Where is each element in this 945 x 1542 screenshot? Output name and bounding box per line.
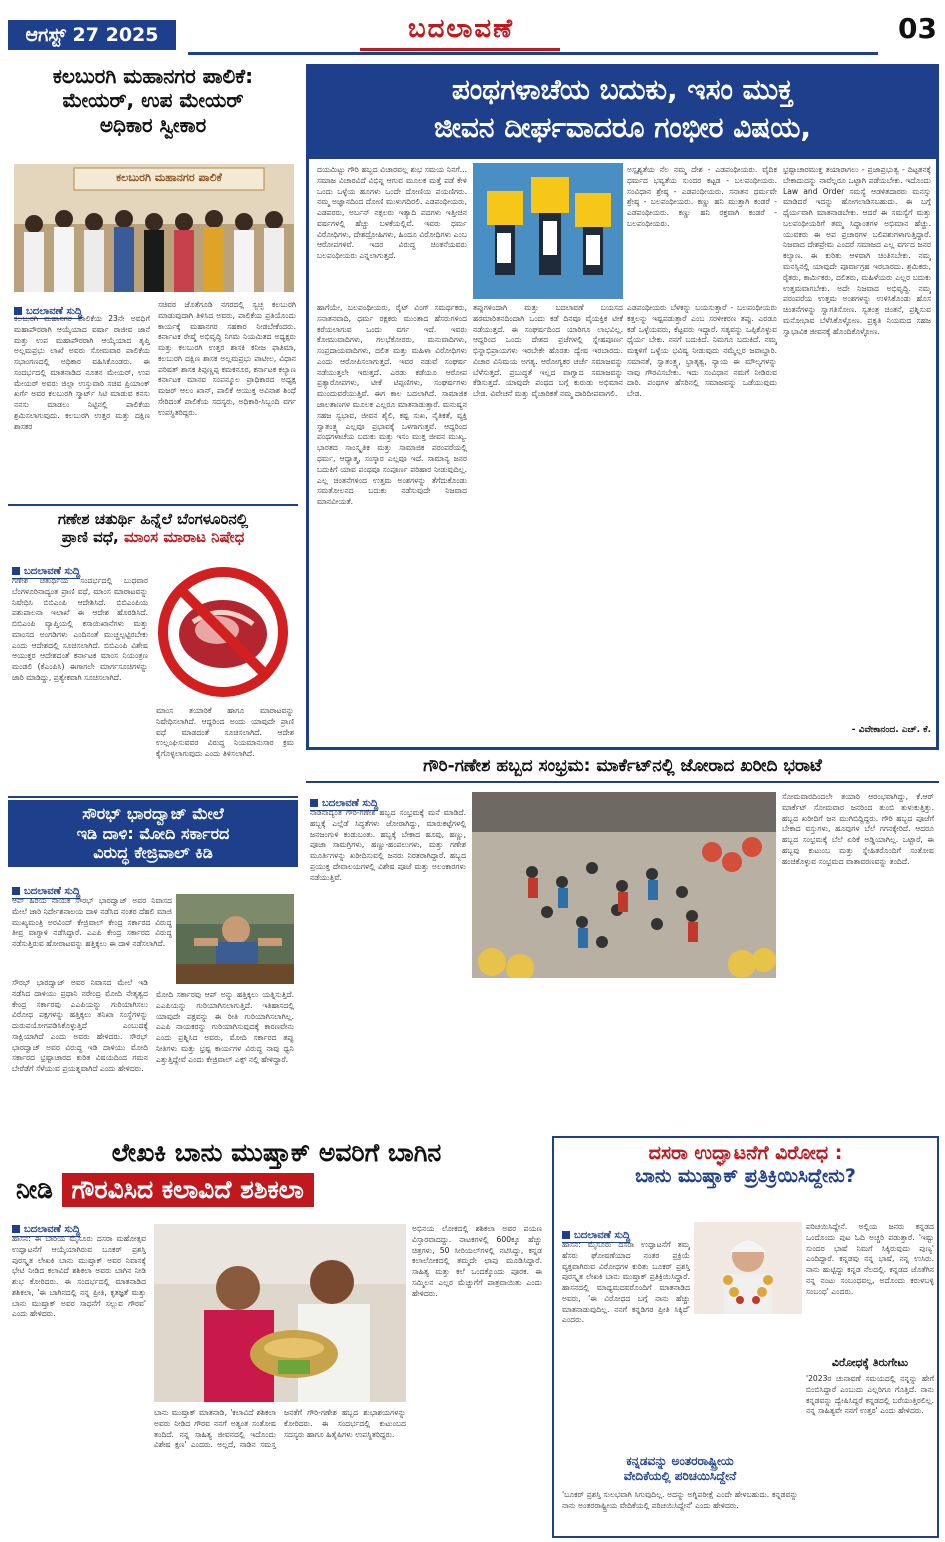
article-kalaburagi [8,64,298,504]
no-meat-icon [153,562,293,702]
article-column: ಅಸ್ಪೃಶ್ಯತೆಯ ನೆಲ ನಮ್ಮ ದೇಶ - ಎಡಪಂಥೀಯರು. ವೈದಿಕ ಧರ್ಮದ ಭವ್ಯತೆಯ ಸುಂದರ ಕಟ್ಟಡ - ಬಲಪಂಥೀಯರು. ಸಂವಿಧಾನ ಶ್ರೇಷ್ಠ - ಎಡಪಂಥೀಯರು. ಸನಾತನ ಧರ್ಮವೇ ಶ್ರೇಷ್ಠ - ಬಲಪಂಥೀಯರು. ಕಣ್ಣು ಹನಿ ಮುತ್ತಾಗಿ ಕಂಡರೆ - ಎಡಪಂಥೀಯರು. ಕಣ್ಣು ಹನಿ ರಕ್ತವಾಗಿ ಕಂಡರೆ - ಬಲಪಂಥೀಯರು. [627,165,777,228]
headline-highlight: ಗೌರವಿಸಿದ ಕಲಾವಿದೆ ಶಶಿಕಲಾ [62,1173,314,1208]
article-column: ಅಭಿನಯ ಲೋಕದಲ್ಲಿ ಶಶಿಕಲಾ ಅವರ ಪಯಣ ವಿಸ್ತಾರವಾದದ್ದು. ನಾಟಕಗಳಲ್ಲಿ 600ಕ್ಕೂ ಹೆಚ್ಚು ಚಿತ್ರಗಳು, 50 ಸೀರಿಯಲ್‌ಗಳಲ್ಲಿ ನಟಿಸಿದ್ದು, ಕನ್ನಡ ಕಲಾಲೋಕದಲ್ಲಿ ತಮ್ಮದೇ ಛಾಪು ಮೂಡಿಸಿದ್ದಾರೆ. ಸಾಹಿತ್ಯ ಮತ್ತು ಕಲೆ ಒಂದಕ್ಕೊಂದು ಪೂರಕ. ಈ ಸಮ್ಮಿಲನ ಎಲ್ಲರ ಮೆಚ್ಚುಗೆಗೆ ಪಾತ್ರವಾಯಿತು ಎಂದು ಹೇಳಿದರು. [412,1224,542,1298]
headline-line: ಗಣೇಶ ಚತುರ್ಥಿ ಹಿನ್ನೆಲೆ ಬೆಂಗಳೂರಿನಲ್ಲಿ [57,510,249,528]
feature-illustration [473,163,623,299]
headline-line: ಜೀವನ ದೀರ್ಘವಾದರೂ ಗಂಭೀರ ವಿಷಯ, [434,111,811,144]
headline-line: ಕಲಬುರಗಿ ಮಹಾನಗರ ಪಾಲಿಕೆ: [52,64,254,88]
byline-text: ಬದಲಾವಣೆ ಸುದ್ದಿ [24,1223,81,1235]
article-column: ತಪ್ಪುಗಳಿಂದಾಗಿ ಮತ್ತು ಬದಲಾವಣೆ ಬಯಸದ ಹಠಮಾರಿತನದಿಂದಾಗಿ ಒಂದು ಕಡೆ ದಿನವೂ ವೈಯಕ್ತಿಕ ಟೀಕೆ ನಡೆಯುತ್ತದೆ. ಈ ಸಂಘರ್ಷದಿಂದ ಯಾರಿಗೂ ಲಾಭವಿಲ್ಲ. ಆದ್ದರಿಂದ ಒಂದು ದೇಶದ ಪ್ರಜೆಗಳಲ್ಲಿ ಸ್ನೇಹಪೂರ್ಣ ಭಿನ್ನಾಭಿಪ್ರಾಯಗಳು ಇರಬೇಕೇ ಹೊರತು ದ್ವೇಷ ಇರಬಾರದು. ವಿಚಾರ ವಿನಿಮಯ ಅಗತ್ಯ. ಆರೋಗ್ಯಕರ ಚರ್ಚೆ ಸಮಾಜವನ್ನು ಬೆಳೆಸುತ್ತದೆ. ಪ್ರಬುದ್ಧತೆ ಇಲ್ಲದ ವಾಗ್ವಾದ ಸಮಾಜವನ್ನು ಕೆಡಿಸುತ್ತದೆ. ಯಾವುದೇ ಪಂಥದ ಬಗ್ಗೆ ಕುರುಡು ಅಭಿಮಾನ ಬೇಡ. ವಿವೇಚನೆ ಮತ್ತು ವೈಚಾರಿಕತೆ ನಮ್ಮ ದಾರಿದೀಪವಾಗಲಿ. [473,303,623,399]
article-meat-ban [8,510,298,795]
article-dasara-opposition [552,1136,939,1538]
byline-text: ಬದಲಾವಣೆ ಸುದ್ದಿ [26,305,83,317]
article-banu-baagina [8,1138,545,1538]
article-column: ದಯಮಿಟ್ಟು ಗೌರಿ ಹಬ್ಬದ ವಿಚಾರವಲ್ಲ ಶುಭ ಸಮಯ ನಿನಗೆ... ಸಮಾಜ ವಿಚಾರವಿದೆ ವಿಭಿನ್ನ ಆಗುವ ಮೂಲಕ ಮತ್ತೆ ಪಡೆ ಕೇಳಿ ಒಂದು ಒಳ್ಳೆಯ ಹೂಗಳು ಒಂದೇ ದೋಣಿಯ ಪಯಣಿಗರು. ನಮ್ಮ ಅಜ್ಞಾನದಿಂದ ದೋಣಿ ಮುಳುಗದಿರಲಿ. ಎಡಪಂಥೀಯರು, ಎಡಪರರು, ಅರ್ಬನ್ ನಕ್ಸಲರು ಇತ್ಯಾದಿ ಪದಗಳು ಇತ್ತೀಚಿನ ವರ್ಷಗಳಲ್ಲಿ ಹೆಚ್ಚು ಬಳಕೆಯಲ್ಲಿವೆ. ಇವರು ಧರ್ಮ ವಿರೋಧಿಗಳು, ದೇಶದ್ರೋಹಿಗಳು, ಹಿಂದೂ ವಿರೋಧಿಗಳು ಎಂಬ ಆರೋಪಗಳಿವೆ. ಇದರ ವಿರುದ್ಧ ಚಿಂತನೆಯವರು ಬಲಪಂಥೀಯರು ಎನ್ನಲಾಗುತ್ತದೆ. [317,165,467,261]
subheading-line: ವೇದಿಕೆಯಲ್ಲಿ ಪರಿಚಯಿಸಿದ್ದೇನೆ [623,1468,737,1483]
masthead-rule [188,52,878,55]
article-column: ಸೌರಭ್ ಭಾರದ್ವಾಜ್ ಅವರ ನಿವಾಸದ ಮೇಲೆ ಇಡಿ ನಡೆಸಿದ ದಾಳಿಯು ಪ್ರಧಾನಿ ನರೇಂದ್ರ ಮೋದಿ ನೇತೃತ್ವದ ಕೇಂದ್ರ ಸರ್ಕಾರವು ಎಎಪಿಯನ್ನು ಗುರಿಯಾಗಿಸಲು ವಿರೋಧ ಪಕ್ಷಗಳನ್ನು ಹತ್ತಿಕ್ಕಲು ತನಿಖಾ ಸಂಸ್ಥೆಗಳನ್ನು ದುರುಪಯೋಗಪಡಿಸಿಕೊಳ್ಳುತ್ತಿದೆ ಎಂಬುದಕ್ಕೆ ಸಾಕ್ಷಿಯಾಗಿದೆ ಎಂದು ಅವರು ಹೇಳಿದರು. ಸೌರಭ್ ಭಾರದ್ವಾಜ್ ಅವರ ವಿರುದ್ಧ ಇಡಿ ದಾಳಿಯು ಮೋದಿ ಸರ್ಕಾರದ ಭ್ರಷ್ಟಾಚಾರದ ಕುರಿತ ವಿಷಯದಿಂದ ಗಮನ ಬೇರೆಡೆಗೆ ಸೆಳೆಯುವ ಪ್ರಯತ್ನವಾಗಿದೆ ಎಂದು ಹೇಳಿದರು. [12,978,148,1074]
masthead-accent-line [360,48,560,51]
article-column: ಹಾಗೆಯೇ, ಬಲಪಂಥೀಯರು, ರೈಟ್ ವಿಂಗ್ ಸಮರ್ಥಕರು, ಸನಾತನವಾದಿ, ಧರ್ಮ ರಕ್ಷಕರು ಮುಂತಾದ ಹೆಸರುಗಳಿಂದ ಕರೆಯಲಾಗುವ ಒಂದು ವರ್ಗ ಇದೆ. ಇವರು ಕೋಮುವಾದಿಗಳು, ಗಲಭೆಕೋರರು, ಮನುವಾದಿಗಳು, ಸಂಪ್ರದಾಯವಾದಿಗಳು, ದಲಿತ ಮತ್ತು ಮಹಿಳಾ ವಿರೋಧಿಗಳು ಎಂದು ಆರೋಪಿಸಲಾಗುತ್ತದೆ. ಇವರ ನಡುವೆ ಸಂಘರ್ಷ ನಡೆಯುತ್ತಲೇ ಇರುತ್ತದೆ. ಎರಡು ಕಡೆಯೂ ಆರೋಪ ಪ್ರತ್ಯಾರೋಪಗಳು, ಟೀಕೆ ಟಿಪ್ಪಣಿಗಳು, ಸಂಘರ್ಷಗಳು ಮುಂದುವರೆಯುತ್ತಿವೆ. ಈಗ ಕಾಲ ಬದಲಾಗಿದೆ. ಸಾಮಾಜಿಕ ಜಾಲತಾಣಗಳ ಮೂಲಕ ಎಲ್ಲರೂ ಮಾತನಾಡುತ್ತಾರೆ. ಮನುಷ್ಯನ ಸಹಜ ಸ್ವಭಾವ, ಜೀವನ ಶೈಲಿ, ಕಷ್ಟ ಸುಖ, ನೈತಿಕತೆ, ವ್ಯಕ್ತಿ ಸ್ವಾತಂತ್ರ್ಯ ಎಲ್ಲವೂ ಪ್ರಭಾವಕ್ಕೆ ಒಳಗಾಗುತ್ತವೆ. ಆದ್ದರಿಂದ ಪಂಥಗಳಾಚೆಯ ಬದುಕು ಮತ್ತು ಇಸಂ ಮುಕ್ತ ಜೀವನ ಮುಖ್ಯ. ಭಾರತದ ಸಾಂಸ್ಕೃತಿಕ ಮತ್ತು ಸಾಮಾಜಿಕ ಪರಂಪರೆಯಲ್ಲಿ ಧರ್ಮ, ಆಧ್ಯಾತ್ಮ, ಸಂಸ್ಕಾರ ಎಲ್ಲವೂ ಇದೆ. ಸಾಮಾನ್ಯ ಜನರ ಬದುಕಿಗೆ ಯಾವ ಪಂಥವೂ ಸಂಪೂರ್ಣ ಪರಿಹಾರ ನೀಡುವುದಿಲ್ಲ. ಎಲ್ಲ ಚಿಂತನೆಗಳಿಂದ ಉತ್ತಮ ಅಂಶಗಳನ್ನು ತೆಗೆದುಕೊಂಡು ಸಮತೋಲನದ ಬದುಕು ನಡೆಸುವುದೇ ನಿಜವಾದ ಮಾನವೀಯತೆ. [317,303,467,507]
headline-line: ಪ್ರಾಣಿ ವಧೆ, [61,528,124,547]
byline-marker [12,567,20,575]
feature-opinion-box [306,64,939,750]
newspaper-logo: ಬದಲಾವಣೆ [408,14,515,44]
headline-line: ನೀಡಿ [16,1174,62,1204]
subheading-line: ಕನ್ನಡವನ್ನು ಅಂತರರಾಷ್ಟ್ರೀಯ [626,1454,734,1468]
headline-line: ಮೇಯರ್, ಉಪ ಮೇಯರ್ [62,88,244,113]
article-column: ಸೋಮವಾರದಿಂದಲೇ ತಯಾರಿ ಆರಂಭವಾಗಿದ್ದು, ಕೆ.ಆರ್ ಮಾರ್ಕೆಟ್ ಸೋಮವಾರ ಜನರಿಂದ ತುಂಬಿ ತುಳುಕುತ್ತಿತ್ತು. ಹಬ್ಬದ ಖರೀದಿಗೆ ಜನ ಮುಗಿಬಿದ್ದಿದ್ದರು. ಗೌರಿ ಹಬ್ಬದ ಪೂಜೆಗೆ ಬೇಕಾದ ವಸ್ತುಗಳು, ಹೂವುಗಳ ಬೆಲೆ ಗಗನಕ್ಕೇರಿದೆ. ಆದರೂ ಹಬ್ಬದ ಸಂಭ್ರಮಕ್ಕೆ ಬೆಲೆ ಏರಿಕೆ ಅಡ್ಡಿಯಾಗಿಲ್ಲ. ಒಟ್ಟಾರೆ, ಈ ಹಬ್ಬವು ಕುಟುಂಬ ಮತ್ತು ಸ್ನೇಹಿತರೊಂದಿಗೆ ಸಂತೋಷ ಹಂಚಿಕೊಳ್ಳುವ ಸಂಭ್ರಮದ ವಾತಾವರಣವನ್ನು ತಂದಿದೆ. [782,792,934,866]
article-column: ಬಾನು ಮುಷ್ತಾಕ್ ಮಾತನಾಡಿ, 'ಕಲಾವಿದೆ ಶಶಿಕಲಾ ಅವರು ನೀಡಿದ ಗೌರವ ನನಗೆ ಅತ್ಯಂತ ಸಂತೋಷ ತಂದಿದೆ. ನನ್ನ ಸಾಹಿತ್ಯ ಜೀವನದಲ್ಲಿ ಇದೊಂದು ವಿಶೇಷ ಕ್ಷಣ' ಎಂದರು. ಅಲ್ಲದೆ, ನಾಡಿನ ಸಮಸ್ತ ಜನತೆಗೆ ಗೌರಿ-ಗಣೇಶ ಹಬ್ಬದ ಶುಭಾಶಯಗಳನ್ನು ಕೋರಿದರು. ಈ ಸಂದರ್ಭದಲ್ಲಿ ಕುಟುಂಬದ ಸದಸ್ಯರು ಹಾಗೂ ಹಿತೈಷಿಗಳು ಉಪಸ್ಥಿತರಿದ್ದರು. [154,1408,406,1450]
mayor-ceremony-photo [14,164,294,292]
author-signature: - ವಿವೇಕಾನಂದ. ಎಚ್. ಕೆ. [851,725,931,735]
issue-date: ಆಗಸ್ಟ್ 27 2025 [8,20,176,50]
headline-line: ದಸರಾ ಉದ್ಘಾಟನೆಗೆ ವಿರೋಧ : [648,1142,843,1164]
headline-line: ವಿರುದ್ಧ ಕೇಜ್ರಿವಾಲ್ ಕಿಡಿ [93,843,213,863]
page-number: 03 [898,12,937,45]
divider [8,504,298,506]
byline-marker [310,799,318,807]
byline-marker [12,887,20,895]
headline-line: ಪಂಥಗಳಾಚೆಯ ಬದುಕು, ಇಸಂ ಮುಕ್ತ [451,73,794,106]
feature-headline [309,67,936,159]
headline-line: ಅಧಿಕಾರ ಸ್ವೀಕಾರ [99,112,207,137]
byline-marker [12,1225,20,1233]
byline-text: ಬದಲಾವಣೆ ಸುದ್ದಿ [322,797,379,809]
headline: ಗೌರಿ-ಗಣೇಶ ಹಬ್ಬದ ಸಂಭ್ರಮ: ಮಾರ್ಕೆಟ್‌ನಲ್ಲಿ ಜೋರಾದ ಖರೀದಿ ಭರಾಟೆ [306,756,939,783]
article-column: ಮೋದಿ ಸರ್ಕಾರವು ಆಪ್ ಅನ್ನು ಹತ್ತಿಕ್ಕಲು ಯತ್ನಿಸುತ್ತಿದೆ. ಎಎಪಿಯನ್ನು ಗುರಿಯಾಗಿಸಲಾಗುತ್ತಿದೆ. ಇತಿಹಾಸದಲ್ಲಿ ಯಾವುದೇ ಪಕ್ಷವನ್ನು ಈ ರೀತಿ ಗುರಿಯಾಗಿಸಲಾಗಿಲ್ಲ. ಎಎಪಿ ನಾಯಕರನ್ನು ಗುರಿಯಾಗಿಸುವುದಕ್ಕೆ ಕಾರಣವೇನು ಎಂದು ಪ್ರಶ್ನಿಸಿದ ಅವರು, ಮೋದಿ ಸರ್ಕಾರದ ತಪ್ಪು ನೀತಿಗಳು ಮತ್ತು ಭ್ರಷ್ಟ ಕಾರ್ಯಗಳ ವಿರುದ್ಧ ನಾವು ಧ್ವನಿ ಎತ್ತುತ್ತಿದ್ದೇವೆ ಎಂದು ಕೇಜ್ರಿವಾಲ್ ಎಕ್ಸ್ ನಲ್ಲಿ ಹೇಳಿದ್ದಾರೆ. [156,990,294,1064]
headline-line: ಇಡಿ ದಾಳಿ: ಮೋದಿ ಸರ್ಕಾರದ [76,823,230,843]
article-column: ಸಚಿವರ ಜೊತೆಗೂಡಿ ನಗರದಲ್ಲಿ ಸ್ವಚ್ಛ ಕಲಬುರಗಿ ಮಾಡುವುದಾಗಿ ತಿಳಿಸಿದ ಅವರು, ಪಾಲಿಕೆಯ ಪ್ರತಿಯೊಂದು ಕಾರ್ಯಕ್ಕೆ ಮಹಾನಗರ ಸಹಕಾರ ನೀಡಬೇಕೆಂದರು. ಕರ್ನಾಟಕ ರೇಷ್ಮೆ ಅಭಿವೃದ್ಧಿ ನಿಗಮ ನಿಯಮಿತದ ಅಧ್ಯಕ್ಷರು ಮತ್ತು ಕಲಬುರಗಿ ಉತ್ತರ ಶಾಸಕಿ ಕನೀಜ ಫಾತಿಮಾ, ಕಲಬುರಗಿ ದಕ್ಷಿಣ ಶಾಸಕ ಅಲ್ಲಮಪ್ರಭು ಪಾಟೀಲ, ವಿಧಾನ ಪರಿಷತ್ ಶಾಸಕ ತಿಪ್ಪಣ್ಣಪ್ಪ ಕಮಕನೂರ, ಕರ್ನಾಟಕ ಕಲ್ಯಾಣ ಕರ್ನಾಟಕ ಮಾನವ ಸಂಪನ್ಮೂಲ ಪ್ರಾಧಿಕಾರದ ಅಧ್ಯಕ್ಷ ಮಜರ್ ಆಲಂ ಖಾನ್, ಪಾಲಿಕೆ ಆಯುಕ್ತ ಅವಿನಾಶ ಶಿಂಧೆ ಸೇರಿದಂತೆ ಪಾಲಿಕೆಯ ಸದಸ್ಯರು, ಅಧಿಕಾರಿ-ಸಿಬ್ಬಂದಿ ವರ್ಗ ಉಪಸ್ಥಿತರಿದ್ದರು. [158,300,296,417]
photo-banner-text: ಕಲಬುರಗಿ ಮಹಾನಗರ ಪಾಲಿಕೆ [116,171,222,184]
headline-highlight: ಮಾಂಸ ಮಾರಾಟ ನಿಷೇಧ [123,528,245,547]
article-bharadwaj [8,800,298,1130]
divider [8,796,298,798]
masthead [0,0,945,62]
article-column: '2023ರ ಚುನಾವಣೆ ಸಮಯದಲ್ಲಿ ನನ್ನನ್ನು ಹೇಗೆ ಬಿಂಬಿಸಿದ್ದಾರೆ ಎಂಬುದು ಎಲ್ಲರಿಗೂ ಗೊತ್ತಿದೆ. ನಾನು ಕನ್ನಡವನ್ನು ದ್ವೇಷಿಸಿದ್ದರೆ ಕನ್ನಡದಲ್ಲಿ ಬರೆಯುತ್ತಿರಲಿಲ್ಲ. ನನ್ನ ಸಾಹಿತ್ಯವೇ ನನಗೆ ಉತ್ತರ' ಎಂದು ಹೇಳಿದರು. [806,1374,934,1416]
banu-portrait-illustration [694,1222,802,1314]
byline-marker [562,1231,570,1239]
article-column: ನಾಡಿನಾದ್ಯಂತ ಗೌರಿ-ಗಣೇಶ ಹಬ್ಬದ ಸಂಭ್ರಮಕ್ಕೆ ಮನೆ ಮಾಡಿದೆ. ಹಬ್ಬಕ್ಕೆ ಎಲ್ಲೆಡೆ ಸಿದ್ಧತೆಗಳು ಜೋರಾಗಿದ್ದು, ಮಾರುಕಟ್ಟೆಗಳಲ್ಲಿ ಜನಜಂಗುಳಿ ಕಂಡುಬಂತು. ಹಬ್ಬಕ್ಕೆ ಬೇಕಾದ ಹೂವು, ಹಣ್ಣು, ಪೂಜಾ ಸಾಮಗ್ರಿಗಳು, ಹಣ್ಣು-ಹಂಪಲುಗಳು, ಮತ್ತು ಗಣೇಶ ಮೂರ್ತಿಗಳನ್ನು ಖರೀದಿಸುವಲ್ಲಿ ಜನರು ನಿರತರಾಗಿದ್ದಾರೆ. ಹಬ್ಬದ ಪ್ರಯುಕ್ತ ದೇವಾಲಯಗಳಲ್ಲಿ ವಿಶೇಷ ಪೂಜೆ ಮತ್ತು ಅಲಂಕಾರಗಳು ನಡೆಯುತ್ತಿವೆ. [310,808,466,882]
headline-line: ಸೌರಭ್ ಭಾರದ್ವಾಜ್ ಮೇಲೆ [82,804,224,823]
market-photo-illustration [472,792,776,978]
article-festival-market [306,756,939,1132]
kejriwal-photo [176,894,294,984]
headline-line: ಲೇಖಕಿ ಬಾನು ಮುಷ್ತಾಕ್ ಅವರಿಗೆ ಬಾಗಿನ [111,1138,442,1167]
article-column: ಭ್ರಷ್ಟಾಚಾರಮುಕ್ತ ತಯಾರಾಗಲು - ಪ್ರಜಾಪ್ರಭುತ್ವ - ದಿಟ್ಟತನಕ್ಕೆ ಬೇಕಾದುದನ್ನು ನಾವೆಲ್ಲರೂ ಒಟ್ಟಾಗಿ ಪಡೆಯಬೇಕು. ಇದೊಂದು Law and Order ಸಮಸ್ಯೆ ಆಡಳಿತದಾರರು ಮನಸ್ಸು ಮಾಡಿದರೆ ಇದನ್ನು ಹೋಗಲಾಡಿಸಬಹುದು. ಈ ಬಗ್ಗೆ ಧೈರ್ಯವಾಗಿ ಮಾತನಾಡಬೇಕು. ಆದರೆ ಈ ಸಮಸ್ಯೆಗೆ ಮತ್ತು ಬಲಪಂಥೀಯರಿಗೆ ತಮ್ಮ ಸಿದ್ಧಾಂತಗಳ ಅಭಿಮಾನ ಹೆಚ್ಚು. ಯುವಕರು ಈ ಅಪ ಪ್ರಚಾರಗಳ ಬಲಿಪಶುಗಳಾಗುತ್ತಿದ್ದಾರೆ. ನಿಜವಾದ ದೇಶಪ್ರೇಮ ಎಂದರೆ ಸಮಾಜದ ಎಲ್ಲ ವರ್ಗದ ಜನರ ಕಲ್ಯಾಣ. ಈ ಕುರಿತು ಆಳವಾಗಿ ಚಿಂತಿಸಬೇಕು. ನಮ್ಮ ಮನಸ್ಸಿನಲ್ಲಿ ಯಾವುದೇ ಪೂರ್ವಾಗ್ರಹ ಇರಬಾರದು. ಶ್ರಮಿಕರು, ರೈತರು, ಕಾರ್ಮಿಕರು, ದಲಿತರು, ಮಹಿಳೆಯರು ಎಲ್ಲರ ಬದುಕು ಉತ್ತಮವಾಗಬೇಕು. ಅದೇ ನಿಜವಾದ ಅಭಿವೃದ್ಧಿ. ನಮ್ಮ ಪರಂಪರೆಯ ಉತ್ತಮ ಅಂಶಗಳನ್ನು ಉಳಿಸಿಕೊಂಡು ಹೊಸ ಚಿಂತನೆಗಳನ್ನು ಸ್ವಾಗತಿಸೋಣ. ಸ್ವತಂತ್ರ ಚಿಂತನೆ, ಪ್ರಶ್ನಿಸುವ ಮನೋಭಾವ ಬೆಳೆಸಿಕೊಳ್ಳೋಣ. ಪ್ರಕೃತಿ ನಿಯಮದ ಸಹಜ ಸ್ವಾಭಾವಿಕ ಜೀವನಕ್ಕೆ ಹೊಂದಿಕೊಳ್ಳೋಣ. [783,165,931,336]
article-column: ಆಪ್ ಹಿರಿಯ ನಾಯಕ ಸೌರಭ್ ಭಾರದ್ವಾಜ್ ಅವರ ನಿವಾಸದ ಮೇಲೆ ಜಾರಿ ನಿರ್ದೇಶನಾಲಯ ದಾಳಿ ನಡೆಸಿದ ನಂತರ ದೆಹಲಿ ಮಾಜಿ ಮುಖ್ಯಮಂತ್ರಿ ಅರವಿಂದ್ ಕೇಜ್ರಿವಾಲ್ ಕೇಂದ್ರ ಸರ್ಕಾರದ ವಿರುದ್ಧ ತೀವ್ರ ವಾಗ್ದಾಳಿ ನಡೆಸಿದ್ದಾರೆ. ಎಎಪಿ ಕೇಂದ್ರ ಸರ್ಕಾರದ ವಿರುದ್ಧ ನಡೆಸುತ್ತಿರುವ ಹೋರಾಟವನ್ನು ಹತ್ತಿಕ್ಕಲು ಈ ದಾಳಿ ನಡೆಸಲಾಗಿದೆ. [12,896,172,949]
byline-text: ಬದಲಾವಣೆ ಸುದ್ದಿ [24,565,81,577]
article-column: ಕಲಬುರಗಿ ಮಹಾನಗರ ಪಾಲಿಕೆಯ 23ನೇ ಅವಧಿಗೆ ಮಹಾಪೌರರಾಗಿ ಆಯ್ಕೆಯಾದ ವರ್ಷಾ ರಾಜೀವ ಜಾನೆ ಮತ್ತು ಉಪ ಮಹಾಪೌರರಾಗಿ ಆಯ್ಕೆಯಾದ ತೃಪ್ತಿ ಅಲ್ಲಮಪ್ರಭು ಲಾಖೆ ಅವರು ಸೋಮವಾರ ಪಾಲಿಕೆಯ ಸಭಾಂಗಣದಲ್ಲಿ ಅಧಿಕಾರ ವಹಿಸಿಕೊಂಡರು. ಈ ಸಂದರ್ಭದಲ್ಲಿ ಮಾತನಾಡಿದ ನೂತನ ಮೇಯರ್, ಉಪ ಮೇಯರ್ ಅವರು ಜಿಲ್ಲಾ ಉಸ್ತುವಾರಿ ಸಚಿವ ಪ್ರಿಯಾಂಕ್ ಖರ್ಗೆ ಅವರ ಕಲಬುರಗಿ ಸ್ಮಾರ್ಟ್ ಸಿಟಿ ಮಾಡುವ ಕನಸು ನನಸು ಮಾಡಲು ನಿಟ್ಟಿನಲ್ಲಿ ಪಾಲಿಕೆಯ ಶ್ರಮಿಸಲಾಗುವುದು. ಕಲಬುರಗಿ ಉತ್ತರ ಮತ್ತು ದಕ್ಷಿಣ ಶಾಸಕರ [14,314,150,431]
article-column: ಪರಿಚಯಿಸಿದ್ದೇನೆ. ಅಲ್ಲಿಯ ಜನರು ಕನ್ನಡದ ಒಂದೊಂದು ಪುಟ ಓದಿ ಅಚ್ಚರಿ ಪಡುತ್ತಾರೆ. 'ಇಷ್ಟು ಸುಂದರ ಭಾಷೆ ನಿಮಗೆ ಸಿಕ್ಕಿರುವುದು ಪುಣ್ಯ' ಎಂದಿದ್ದಾರೆ. ಕನ್ನಡವು ನನ್ನ ಭಾಷೆ, ನನ್ನ ಉಸಿರು. ನಾನು ಹುಟ್ಟಿದ್ದು ಕನ್ನಡ ನೆಲದಲ್ಲಿ. ಕನ್ನಡದ ಜೊತೆಗಿನ ನನ್ನ ನಂಟು ಸಂಬಂಧವಲ್ಲ, ಅದೊಂದು ಕರುಳಬಳ್ಳಿ ಸಂಬಂಧ' ಎಂದರು. [806,1222,934,1296]
article-column: ಗಣೇಶ ಚತುರ್ಥಿಯ ಸಂದರ್ಭದಲ್ಲಿ ಬುಧವಾರ ಬೆಂಗಳೂರಿನಾದ್ಯಂತ ಪ್ರಾಣಿ ವಧೆ, ಮಾಂಸ ಮಾರಾಟವನ್ನು ನಿಷೇಧಿಸಿ ಬಿಬಿಎಂಪಿ ಆದೇಶಿಸಿದೆ. ಬಿಬಿಎಂಪಿಯ ಪಶುಪಾಲನಾ ಇಲಾಖೆ ಈ ಆದೇಶ ಹೊರಡಿಸಿದೆ. ಬಿಬಿಎಂಪಿ ವ್ಯಾಪ್ತಿಯಲ್ಲಿ ಕಸಾಯಿಖಾನೆಗಳು ಮತ್ತು ಮಾಂಸದ ಅಂಗಡಿಗಳು ಎಂದಿನಂತೆ ಮುಚ್ಚಲ್ಪಟ್ಟಿರಬೇಕು ಎಂದು ಆದೇಶದಲ್ಲಿ ಸೂಚಿಸಲಾಗಿದೆ. ಬಿಬಿಎಂಪಿ ವಿಶೇಷ ಆಯುಕ್ತರ ಆದೇಶದಂತೆ ಕರ್ನಾಟಕ ಮಾಂಸ ನಿಯಂತ್ರಣ ಮಂಡಲಿ (ಕೆಎಂಪಿಸಿ) ಈಗಾಗಲೇ ಮಾರ್ಗಸೂಚಿಗಳನ್ನು ಜಾರಿ ಮಾಡಿದ್ದು, ಪ್ರತ್ಯೇಕವಾಗಿ ಸೂಚಿಸಲಾಗಿದೆ. [12,576,148,683]
article-column: ಮಾಂಸ ತಯಾರಿಕೆ ಹಾಗೂ ಮಾರಾಟವನ್ನು ನಿಷೇಧಿಸಲಾಗಿದೆ. ಆದ್ದರಿಂದ ಅಂದು ಯಾವುದೇ ಪ್ರಾಣಿ ವಧೆ ಮಾಡದಂತೆ ಸೂಚಿಸಲಾಗಿದೆ. ಆದೇಶ ಉಲ್ಲಂಘಿಸುವವರ ವಿರುದ್ಧ ನಿಯಮಾನುಸಾರ ಕ್ರಮ ಕೈಗೊಳ್ಳಲಾಗುವುದು ಎಂದು ತಿಳಿಸಲಾಗಿದೆ. [156,706,294,759]
baagina-photo-illustration [154,1224,406,1402]
box-heads-illustration [473,163,623,299]
kejriwal-photo-illustration [176,894,294,984]
byline-text: ಬದಲಾವಣೆ ಸುದ್ದಿ [574,1229,631,1241]
byline-text: ಬದಲಾವಣೆ ಸುದ್ದಿ [24,885,81,897]
article-column: 'ಬೂಕರ್ ಪ್ರಶಸ್ತಿ ಸುಲಭವಾಗಿ ಸಿಗುವುದಿಲ್ಲ. ಅದನ್ನು ಅಗ್ನಿಪರೀಕ್ಷೆ ಎಂದೇ ಹೇಳಬಹುದು. ಕನ್ನಡವನ್ನು ನಾನು ಅಂತರರಾಷ್ಟ್ರೀಯ ವೇದಿಕೆಯಲ್ಲಿ ಪರಿಚಯಿಸಿದ್ದೇನೆ' ಎಂದು ಹೇಳಿದರು. [562,1490,798,1510]
article-column: ಹಾಸನ: ಮೈಸೂರು ದಸರಾ ಉದ್ಘಾಟನೆಗೆ ತಮ್ಮ ಹೆಸರು ಘೋಷಣೆಯಾದ ನಂತರ ಪ್ರಕ್ರಿಯೆ ವ್ಯಕ್ತವಾಗಿರುವ ವಿರೋಧಗಳ ಕುರಿತು ಬೂಕರ್ ಪ್ರಶಸ್ತಿ ಪುರಸ್ಕೃತ ಲೇಖಕಿ ಬಾನು ಮುಷ್ತಾಕ್ ಪ್ರತಿಕ್ರಿಯಿಸಿದ್ದಾರೆ. ಹಾಸನದಲ್ಲಿ ಮಾಧ್ಯಮದವರೊಂದಿಗೆ ಮಾತನಾಡಿದ ಅವರು, 'ಈ ವಿರೋಧದ ಬಗ್ಗೆ ನಾನು ಹೆಚ್ಚು ಮಾತನಾಡುವುದಿಲ್ಲ. ನನಗೆ ಕನ್ನಡಿಗರ ಪ್ರೀತಿ ಸಿಕ್ಕಿದೆ' ಎಂದರು. [562,1240,690,1325]
no-meat-sign-image [153,562,293,702]
article-column: ಎಡಪಂಥೀಯರು ಬೆಳಕನ್ನು ಬಯಸುತ್ತಾರೆ - ಬಲಪಂಥೀಯರು ಕತ್ತಲನ್ನು ಇಷ್ಟಪಡುತ್ತಾರೆ ಎಂಬ ಸರಳೀಕರಣ ತಪ್ಪು. ಎರಡೂ ಕಡೆ ಒಳ್ಳೆಯವರು, ಕೆಟ್ಟವರು ಇದ್ದಾರೆ. ಸತ್ಯವನ್ನು ಒಪ್ಪಿಕೊಳ್ಳುವ ಧೈರ್ಯ ಬೇಕು. ನನಗೆ ಬದುಕಿದೆ. ನಿಮಗೂ ಬದುಕಿದೆ. ನಮ್ಮ ಮಕ್ಕಳಿಗೆ ಒಳ್ಳೆಯ ಭವಿಷ್ಯ ನೀಡುವುದು ನಮ್ಮೆಲ್ಲರ ಜವಾಬ್ದಾರಿ. ಸಮಾನತೆ, ಸ್ವಾತಂತ್ರ್ಯ, ಭ್ರಾತೃತ್ವ, ನ್ಯಾಯ ಈ ಮೌಲ್ಯಗಳನ್ನು ನಾವು ಗೌರವಿಸಬೇಕು. ಇದು ಸಂವಿಧಾನ ನಮಗೆ ನೀಡಿರುವ ದಾರಿ. ಪಂಥಗಳ ಹೆಸರಿನಲ್ಲಿ ಸಮಾಜವನ್ನು ಒಡೆಯುವುದು ಬೇಡ. [627,303,777,399]
banu-mushtaq-photo [694,1222,802,1314]
baagina-ceremony-photo [154,1224,406,1402]
subheading: ವಿರೋಧಕ್ಕೆ ತಿರುಗೇಟು [831,1356,909,1369]
headline-line: ಬಾನು ಮುಷ್ತಾಕ್ ಪ್ರತಿಕ್ರಿಯಿಸಿದ್ದೇನು? [635,1165,856,1188]
market-crowd-photo [472,792,776,978]
article-column: ಹಾಸನ: ಈ ಬಾರಿಯ ಮೈಸೂರು ದಸರಾ ಮಹೋತ್ಸವ ಉದ್ಘಾಟನೆಗೆ ಆಯ್ಕೆಯಾಗಿರುವ ಬೂಕರ್ ಪ್ರಶಸ್ತಿ ಪುರಸ್ಕೃತ ಲೇಖಕಿ ಬಾನು ಮುಷ್ತಾಕ್ ಅವರ ನಿವಾಸಕ್ಕೆ ಭೇಟಿ ನೀಡಿದ ಕಲಾವಿದೆ ಶಶಿಕಲಾ ಅವರು ಬಾಗಿನ ನೀಡಿ ಶುಭ ಕೋರಿದರು. ಈ ಸಂದರ್ಭದಲ್ಲಿ ಮಾತನಾಡಿದ ಶಶಿಕಲಾ, 'ಈ ಬಾಗಿನದಲ್ಲಿ ನನ್ನ ಪ್ರೀತಿ, ಕೃತಜ್ಞತೆ ಮತ್ತು ಬಾನು ಮುಷ್ತಾಕ್ ಅವರ ಸಾಧನೆಗೆ ಸಲ್ಲುವ ಗೌರವ' ಎಂದು ಹೇಳಿದರು. [12,1234,146,1319]
